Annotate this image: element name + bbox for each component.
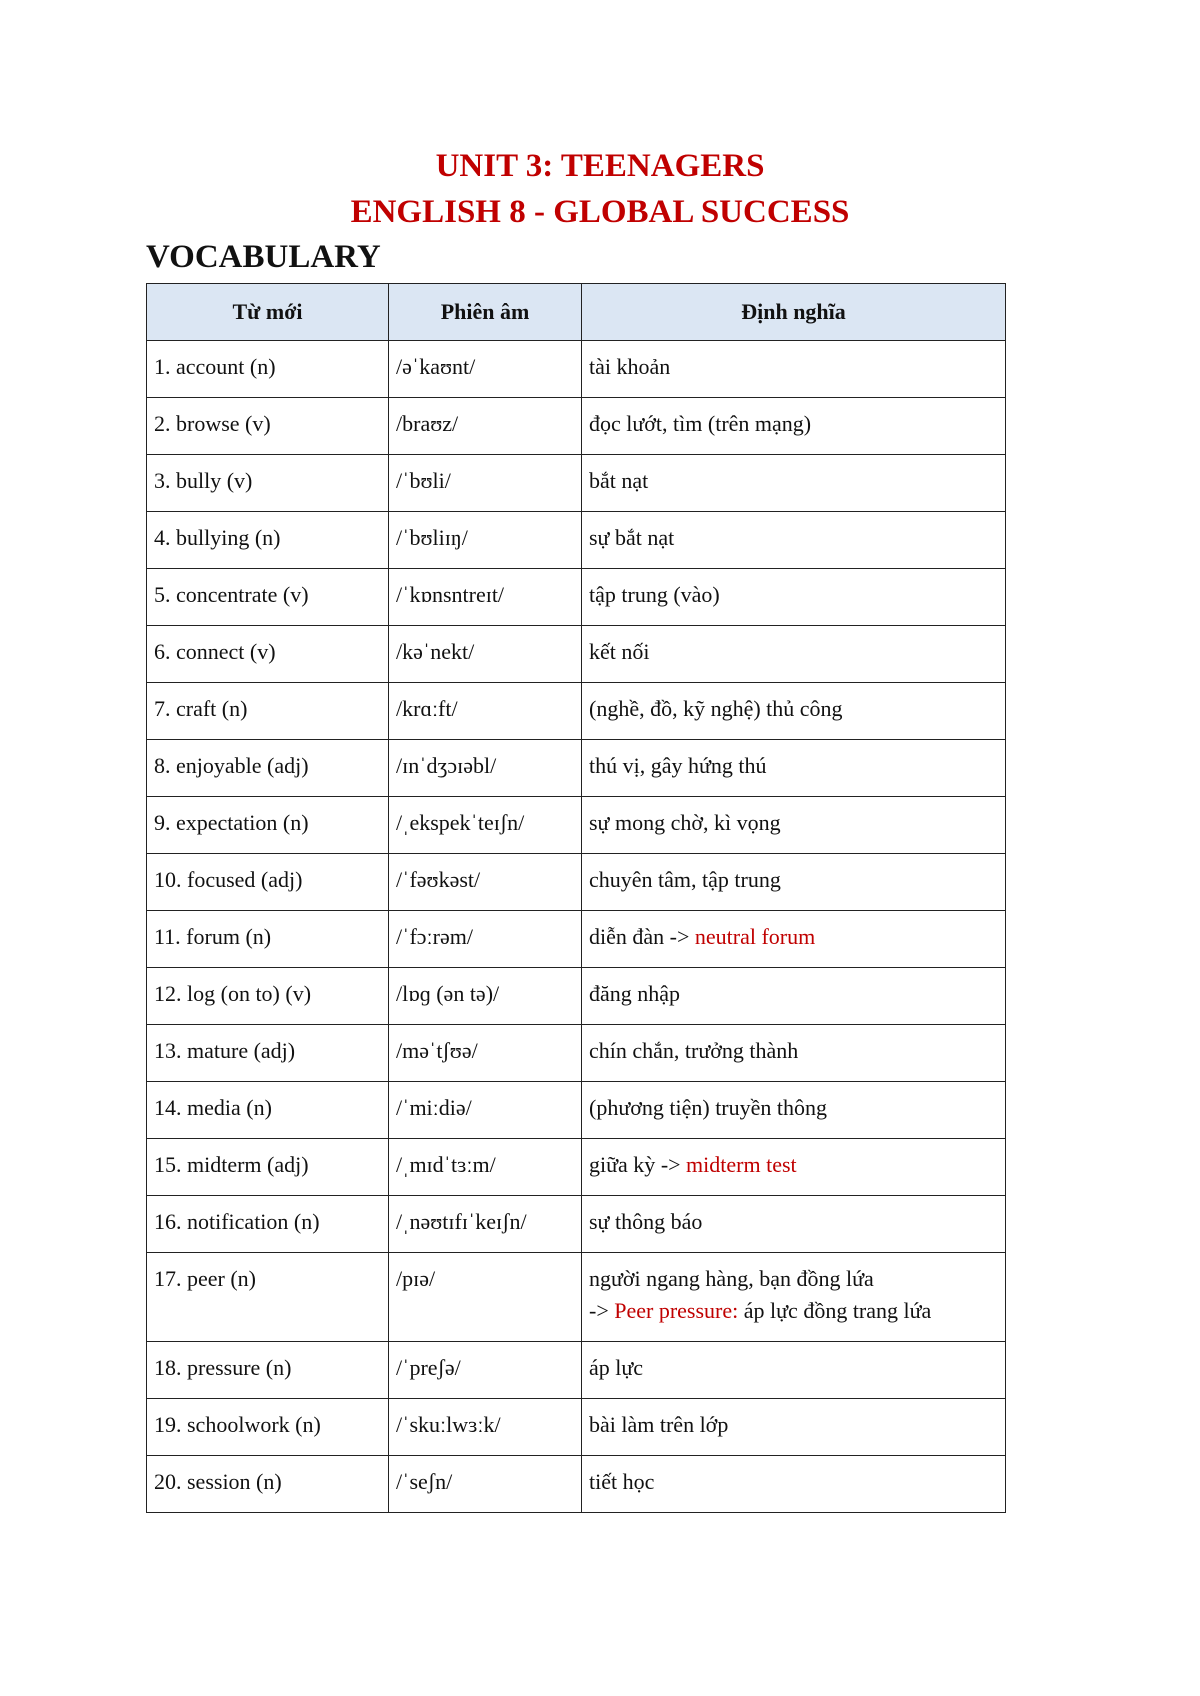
word-cell: 14. media (n) [147, 1082, 389, 1139]
table-body [147, 341, 1006, 1513]
definition-text: người ngang hàng, bạn đồng lứa [589, 1266, 874, 1291]
definition-line [589, 921, 999, 953]
table-row [147, 398, 1006, 455]
definition-text: sự bắt nạt [589, 525, 675, 550]
definition-line [589, 807, 999, 839]
definition-line [589, 864, 999, 896]
word-cell: 9. expectation (n) [147, 797, 389, 854]
word-cell: 13. mature (adj) [147, 1025, 389, 1082]
word-cell: 8. enjoyable (adj) [147, 740, 389, 797]
ipa-cell: /kəˈnekt/ [389, 626, 582, 683]
definition-text: đọc lướt, tìm (trên mạng) [589, 411, 812, 436]
definition-line [589, 1466, 999, 1498]
table-row [147, 1399, 1006, 1456]
definition-text: chín chắn, trưởng thành [589, 1038, 799, 1063]
definition-cell [582, 1399, 1006, 1456]
definition-line [589, 636, 999, 668]
table-row [147, 740, 1006, 797]
word-cell: 1. account (n) [147, 341, 389, 398]
table-row [147, 1342, 1006, 1399]
table-row [147, 683, 1006, 740]
definition-cell [582, 683, 1006, 740]
ipa-cell: /məˈtʃʊə/ [389, 1025, 582, 1082]
ipa-cell: /ɪnˈdʒɔɪəbl/ [389, 740, 582, 797]
ipa-cell: /ˈfəʊkəst/ [389, 854, 582, 911]
definition-note: neutral forum [694, 924, 816, 949]
table-row [147, 797, 1006, 854]
definition-line [589, 1352, 999, 1384]
definition-cell [582, 1253, 1006, 1342]
definition-text: áp lực đồng trang lứa [738, 1298, 932, 1323]
table-row [147, 911, 1006, 968]
word-cell: 2. browse (v) [147, 398, 389, 455]
ipa-cell: /ˈfɔːrəm/ [389, 911, 582, 968]
table-row [147, 626, 1006, 683]
word-cell: 15. midterm (adj) [147, 1139, 389, 1196]
table-row [147, 455, 1006, 512]
word-cell: 6. connect (v) [147, 626, 389, 683]
definition-text: (phương tiện) truyền thông [589, 1095, 828, 1120]
ipa-cell: /ˌekspekˈteɪʃn/ [389, 797, 582, 854]
definition-cell [582, 512, 1006, 569]
definition-line [589, 978, 999, 1010]
table-row [147, 1456, 1006, 1513]
ipa-cell: /ˈbʊli/ [389, 455, 582, 512]
ipa-cell: /ˌnəʊtɪfɪˈkeɪʃn/ [389, 1196, 582, 1253]
word-cell: 17. peer (n) [147, 1253, 389, 1342]
table-row [147, 1196, 1006, 1253]
ipa-cell: /ˈskuːlwɜːk/ [389, 1399, 582, 1456]
definition-line [589, 1206, 999, 1238]
ipa-cell: /krɑːft/ [389, 683, 582, 740]
column-header-definition: Định nghĩa [582, 284, 1006, 341]
word-cell: 5. concentrate (v) [147, 569, 389, 626]
definition-cell [582, 1196, 1006, 1253]
ipa-cell: /əˈkaʊnt/ [389, 341, 582, 398]
ipa-cell: /lɒɡ (ən tə)/ [389, 968, 582, 1025]
definition-line [589, 1263, 999, 1295]
definition-text: tiết học [589, 1469, 655, 1494]
word-cell: 3. bully (v) [147, 455, 389, 512]
word-cell: 7. craft (n) [147, 683, 389, 740]
definition-line [589, 1035, 999, 1067]
definition-cell [582, 1342, 1006, 1399]
definition-text: chuyên tâm, tập trung [589, 867, 781, 892]
word-cell: 20. session (n) [147, 1456, 389, 1513]
ipa-cell: /ˈseʃn/ [389, 1456, 582, 1513]
definition-text: đăng nhập [589, 981, 681, 1006]
ipa-cell: /pɪə/ [389, 1253, 582, 1342]
table-row [147, 569, 1006, 626]
definition-line [589, 351, 999, 383]
definition-text: thú vị, gây hứng thú [589, 753, 767, 778]
definition-line [589, 750, 999, 782]
definition-text: giữa kỳ [589, 1152, 656, 1177]
definition-cell [582, 455, 1006, 512]
definition-cell [582, 854, 1006, 911]
ipa-cell: /ˈkɒnsntreɪt/ [389, 569, 582, 626]
definition-line [589, 1092, 999, 1124]
definition-text: tài khoản [589, 354, 671, 379]
word-cell: 11. forum (n) [147, 911, 389, 968]
definition-arrow: -> [655, 1152, 687, 1177]
definition-cell [582, 1082, 1006, 1139]
definition-cell [582, 569, 1006, 626]
table-header-row [147, 284, 1006, 341]
definition-text: tập trung (vào) [589, 582, 720, 607]
column-header-word: Từ mới [147, 284, 389, 341]
definition-cell [582, 797, 1006, 854]
ipa-cell: /braʊz/ [389, 398, 582, 455]
table-row [147, 1082, 1006, 1139]
definition-line [589, 522, 999, 554]
table-row [147, 854, 1006, 911]
definition-line [589, 1409, 999, 1441]
definition-line [589, 1149, 999, 1181]
definition-line [589, 693, 999, 725]
definition-line [589, 408, 999, 440]
definition-cell [582, 1139, 1006, 1196]
definition-line [589, 579, 999, 611]
unit-title: UNIT 3: TEENAGERS [435, 148, 765, 184]
table-row [147, 968, 1006, 1025]
definition-text: diễn đàn [589, 924, 665, 949]
table-row [147, 512, 1006, 569]
column-header-ipa: Phiên âm [389, 284, 582, 341]
definition-cell [582, 740, 1006, 797]
definition-text: sự mong chờ, kì vọng [589, 810, 781, 835]
definition-text: áp lực [589, 1355, 644, 1380]
definition-text: bắt nạt [589, 468, 649, 493]
definition-cell [582, 1025, 1006, 1082]
definition-text: kết nối [589, 639, 650, 664]
definition-cell [582, 911, 1006, 968]
ipa-cell: /ˈmiːdiə/ [389, 1082, 582, 1139]
definition-text: bài làm trên lớp [589, 1412, 729, 1437]
definition-note: Peer pressure: [614, 1298, 739, 1323]
definition-cell [582, 1456, 1006, 1513]
definition-cell [582, 341, 1006, 398]
vocabulary-table [146, 283, 1006, 1513]
definition-note: midterm test [686, 1152, 797, 1177]
word-cell: 4. bullying (n) [147, 512, 389, 569]
table-row [147, 341, 1006, 398]
definition-arrow: -> [589, 1298, 615, 1323]
table-row [147, 1139, 1006, 1196]
definition-text: sự thông báo [589, 1209, 703, 1234]
definition-line-2 [589, 1295, 999, 1327]
definition-cell [582, 398, 1006, 455]
word-cell: 19. schoolwork (n) [147, 1399, 389, 1456]
ipa-cell: /ˌmɪdˈtɜːm/ [389, 1139, 582, 1196]
word-cell: 18. pressure (n) [147, 1342, 389, 1399]
word-cell: 10. focused (adj) [147, 854, 389, 911]
definition-cell [582, 968, 1006, 1025]
definition-arrow: -> [664, 924, 695, 949]
definition-line [589, 465, 999, 497]
course-title: ENGLISH 8 - GLOBAL SUCCESS [350, 194, 850, 230]
ipa-cell: /ˈbʊliɪŋ/ [389, 512, 582, 569]
table-row [147, 1253, 1006, 1342]
definition-cell [582, 626, 1006, 683]
word-cell: 12. log (on to) (v) [147, 968, 389, 1025]
word-cell: 16. notification (n) [147, 1196, 389, 1253]
table-row [147, 1025, 1006, 1082]
ipa-cell: /ˈpreʃə/ [389, 1342, 582, 1399]
definition-text: (nghề, đồ, kỹ nghệ) thủ công [589, 696, 843, 721]
section-heading: VOCABULARY [146, 239, 381, 275]
